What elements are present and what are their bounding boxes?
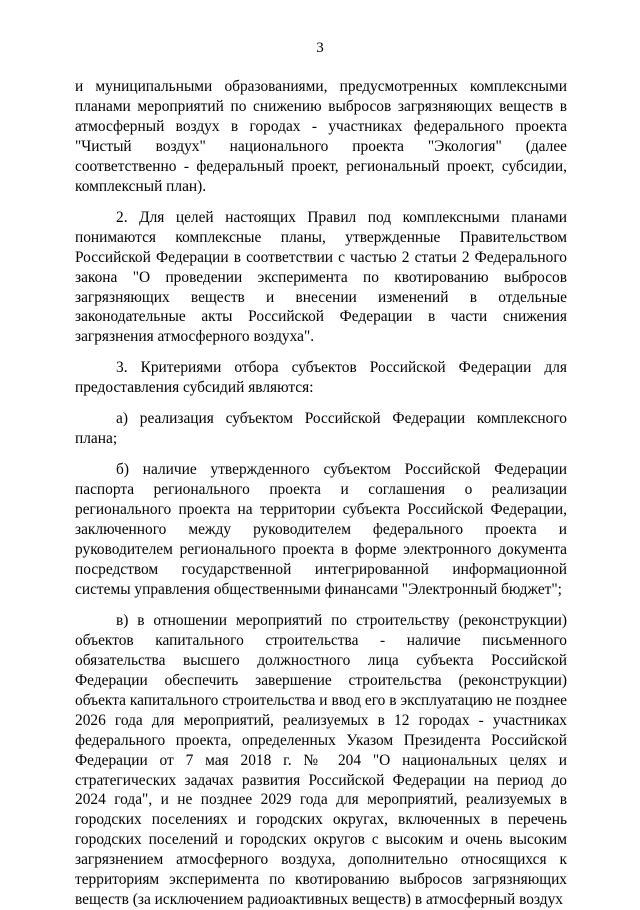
paragraph-item-3: 3. Критериями отбора субъектов Российской Федерации для предоставления субсидий являются: [75,359,567,397]
paragraph-item-2: 2. Для целей настоящих Правил под комплексными планами понимаются комплексные планы, утвержденные Правительством Российской Федерации в соответствии с частью 2 статьи 2 Федерального закона "О проведении эксперимента по квотированию выбросов загрязняющих веществ и внесении изменений в отдельные законодательные акты Российской Федерации в части снижения загрязнения атмосферного воздуха". [75,208,567,346]
paragraph-subitem-v: в) в отношении мероприятий по строительству (реконструкции) объектов капитального строительства - наличие письменного обязательства высшего должностного лица субъекта Российской Федерации обеспечить завершение строительства (реконструкции) объекта капитального строительства и ввод его в эксплуатацию не позднее 2026 года для мероприятий, реализуемых в 12 городах - участниках федерального проекта, определенных Указом Президента Российской Федерации от 7 мая 2018 г. № 204 "О национальных целях и стратегических задачах развития Российской Федерации на период до 2024 года", и не позднее 2029 года для мероприятий, реализуемых в городских поселениях и городских округах, включенных в перечень городских поселений и городских округов с высоким и очень высоким загрязнением атмосферного воздуха, дополнительно относящихся к территориям эксперимента по квотированию выбросов загрязняющих веществ (за исключением радиоактивных веществ) в атмосферный воздух [75,611,567,909]
document-body [75,77,567,910]
paragraph-continuation: и муниципальными образованиями, предусмотренных комплексными планами мероприятий по снижению выбросов загрязняющих веществ в атмосферный воздух в городах - участниках федерального проекта "Чистый воздух" национального проекта "Экология" (далее соответственно - федеральный проект, региональный проект, субсидии, комплексный план). [75,78,567,195]
paragraph-subitem-a: а) реализация субъектом Российской Федерации комплексного плана; [75,410,567,448]
paragraph-subitem-b: б) наличие утвержденного субъектом Российской Федерации паспорта регионального проекта и соглашения о реализации регионального проекта на территории субъекта Российской Федерации, заключенного между руководителем федерального проекта и руководителем регионального проекта в форме электронного документа посредством государственной интегрированной информационной системы управления общественными финансами "Электронный бюджет"; [75,461,567,598]
page-number: 3 [316,40,324,56]
